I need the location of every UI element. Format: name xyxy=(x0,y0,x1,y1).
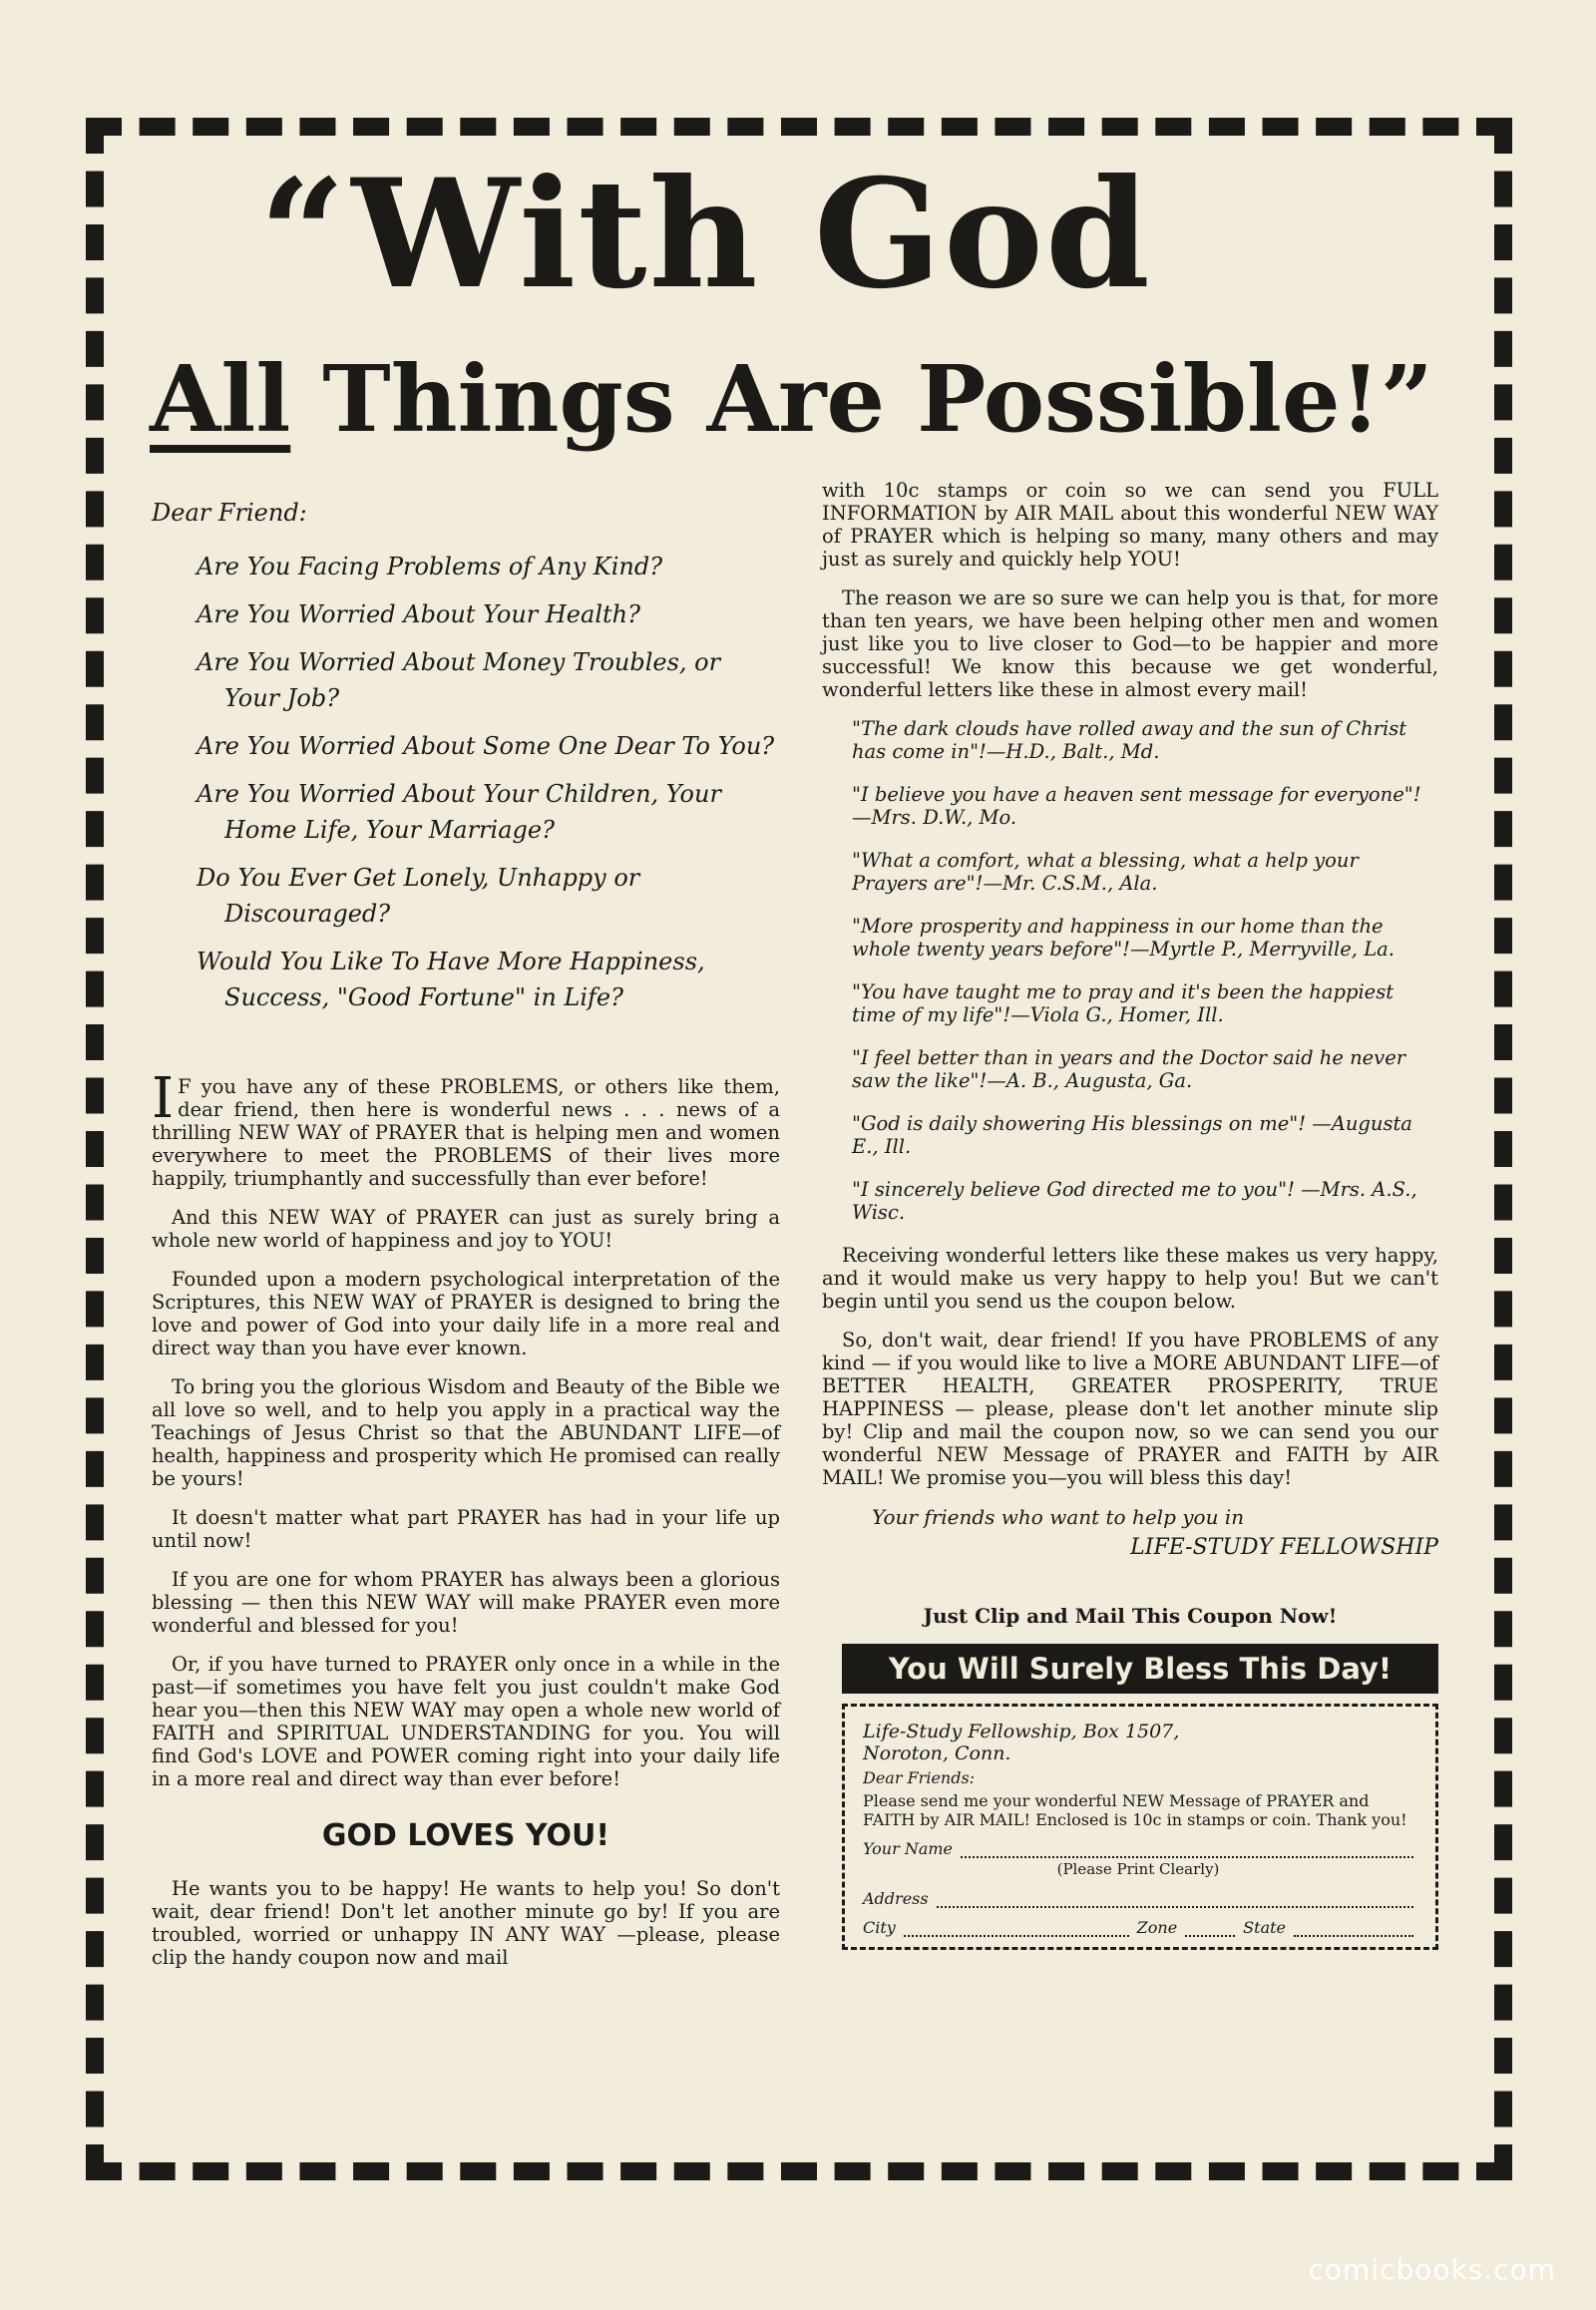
left-body xyxy=(152,1066,780,1969)
testimonial: "God is daily showering His blessings on me"! —Augusta E., Ill. xyxy=(852,1112,1412,1158)
right-body-lower xyxy=(822,1244,1438,1489)
paragraph: The reason we are so sure we can help you is that, for more than ten years, we have been helping other men and women just like you to live closer to God—to be happier and more successful! We know this because we get wonderful, wonderful letters like these in almost every mail! xyxy=(822,586,1438,701)
question-item: Would You Like To Have More Happiness, Success, "Good Fortune" in Life? xyxy=(197,948,705,1011)
coupon-salutation: Dear Friends: xyxy=(863,1768,976,1787)
testimonial: "The dark clouds have rolled away and the sun of Christ has come in"!—H.D., Balt., Md. xyxy=(852,717,1407,763)
clip-instruction: Just Clip and Mail This Coupon Now! xyxy=(923,1604,1338,1628)
zone-field[interactable] xyxy=(1185,1923,1235,1937)
coupon-address-line2: Noroton, Conn. xyxy=(863,1742,1011,1764)
print-hint: (Please Print Clearly) xyxy=(1056,1860,1220,1878)
paragraph: Receiving wonderful letters like these makes us very happy, and it would make us very happy to help you! But we can't begin until you send us the coupon below. xyxy=(822,1244,1438,1313)
greeting: Dear Friend: xyxy=(152,499,307,527)
paragraph: Or, if you have turned to PRAYER only once in a while in the past—if sometimes you have felt you just couldn't make God hear you—then this NEW WAY may open a whole new world of FAITH and SPIRITUAL UNDERSTANDING for you. You will find God's LOVE and POWER coming right into your daily life in a more real and direct way than ever before! xyxy=(152,1653,780,1790)
paragraph: Founded upon a modern psychological interpretation of the Scriptures, this NEW WAY of PRAYER is designed to bring the love and power of God into your daily life in a more real and direct way than you have ever known. xyxy=(152,1268,780,1359)
question-item: Are You Worried About Your Health? xyxy=(197,600,640,628)
address-field[interactable] xyxy=(937,1894,1413,1908)
signature-line: Your friends who want to help you in xyxy=(872,1505,1245,1529)
testimonial: "What a comfort, what a blessing, what a help your Prayers are"!—Mr. C.S.M., Ala. xyxy=(852,849,1359,895)
testimonial: "You have taught me to pray and it's been the happiest time of my life"!—Viola G., Homer, Ill. xyxy=(852,980,1395,1026)
headline-rest: Things Are Possible!” xyxy=(290,345,1433,453)
paragraph-text: F you have any of these PROBLEMS, or others like them, dear friend, then here is wonderful news . . . news of a thrilling NEW WAY of PRAYER that is helping men and women everywhere to meet the PROBLEMS of their lives more happily, triumphantly and successfully than ever before! xyxy=(152,1075,780,1190)
question-item: Do You Ever Get Lonely, Unhappy or Discouraged? xyxy=(197,864,640,928)
question-item: Are You Worried About Some One Dear To You? xyxy=(197,732,775,760)
paragraph: So, don't wait, dear friend! If you have PROBLEMS of any kind — if you would like to live a MORE ABUNDANT LIFE—of BETTER HEALTH, GREATER PROSPERITY, TRUE HAPPINESS — please, please don't let another minute slip by! Clip and mail the coupon now, so we can send you our wonderful NEW Message of PRAYER and FAITH by AIR MAIL! We promise you—you will bless this day! xyxy=(822,1329,1438,1489)
coupon-name-row[interactable] xyxy=(863,1839,1413,1858)
paragraph: with 10c stamps or coin so we can send you FULL INFORMATION by AIR MAIL about this wonderful NEW WAY of PRAYER which is helping so many, many others and may just as surely and quickly help YOU! xyxy=(822,479,1438,571)
state-label: State xyxy=(1243,1918,1286,1937)
name-field[interactable] xyxy=(961,1844,1413,1858)
coupon-address-row[interactable] xyxy=(863,1889,1413,1908)
testimonial: "I feel better than in years and the Doctor said he never saw the like"!—A. B., Augusta, Ga. xyxy=(852,1046,1406,1092)
mail-coupon[interactable] xyxy=(842,1704,1438,1950)
paragraph: And this NEW WAY of PRAYER can just as surely bring a whole new world of happiness and joy to YOU! xyxy=(152,1206,780,1252)
right-body xyxy=(822,479,1438,701)
city-field[interactable] xyxy=(904,1923,1129,1937)
question-list xyxy=(152,549,780,1015)
paragraph xyxy=(152,1066,780,1190)
testimonial: "More prosperity and happiness in our home than the whole twenty years before"!—Myrtle P., Merryville, La. xyxy=(852,915,1395,961)
question-item: Are You Worried About Money Troubles, or Your Job? xyxy=(197,648,721,712)
paragraph: He wants you to be happy! He wants to help you! So don't wait, dear friend! Don't let another minute go by! If you are troubled, worried or unhappy IN ANY WAY —please, please clip the handy coupon now and mail xyxy=(152,1877,780,1969)
headline-line1: “With God xyxy=(259,147,1152,322)
signature-org: LIFE-STUDY FELLOWSHIP xyxy=(1130,1535,1438,1560)
paragraph: To bring you the glorious Wisdom and Beauty of the Bible we all love so well, and to help you apply in a practical way the Teachings of Jesus Christ so that the ABUNDANT LIFE—of health, happiness and prosperity which He promised can really be yours! xyxy=(152,1375,780,1490)
headline-all-underlined: All xyxy=(150,345,291,453)
question-item: Are You Facing Problems of Any Kind? xyxy=(197,553,663,580)
testimonial: "I sincerely believe God directed me to you"! —Mrs. A.S., Wisc. xyxy=(852,1178,1417,1224)
left-column xyxy=(152,479,780,1985)
right-column xyxy=(822,479,1438,1950)
coupon-request-text: Please send me your wonderful NEW Message of PRAYER and FAITH by AIR MAIL! Enclosed is 10c in stamps or coin. Thank you! xyxy=(863,1791,1407,1829)
testimonials xyxy=(822,717,1438,1224)
subheading: GOD LOVES YOU! xyxy=(321,1818,610,1853)
drop-cap: I xyxy=(152,1066,175,1131)
headline-line2 xyxy=(150,344,1466,454)
address-label: Address xyxy=(863,1889,929,1908)
testimonial: "I believe you have a heaven sent message for everyone"!—Mrs. D.W., Mo. xyxy=(852,783,1421,829)
paragraph: It doesn't matter what part PRAYER has had in your life up until now! xyxy=(152,1506,780,1552)
paragraph: If you are one for whom PRAYER has always been a glorious blessing — then this NEW WAY will make PRAYER even more wonderful and blessed for you! xyxy=(152,1568,780,1637)
bless-banner: You Will Surely Bless This Day! xyxy=(842,1644,1438,1694)
zone-label: Zone xyxy=(1136,1918,1178,1937)
city-label: City xyxy=(863,1918,896,1937)
state-field[interactable] xyxy=(1294,1923,1413,1937)
watermark-text: comicbooks.com xyxy=(1308,2253,1556,2286)
name-label: Your Name xyxy=(863,1839,954,1858)
question-item: Are You Worried About Your Children, Your Home Life, Your Marriage? xyxy=(197,780,721,844)
coupon-address-line1: Life-Study Fellowship, Box 1507, xyxy=(863,1721,1180,1742)
coupon-city-row[interactable] xyxy=(863,1918,1413,1937)
